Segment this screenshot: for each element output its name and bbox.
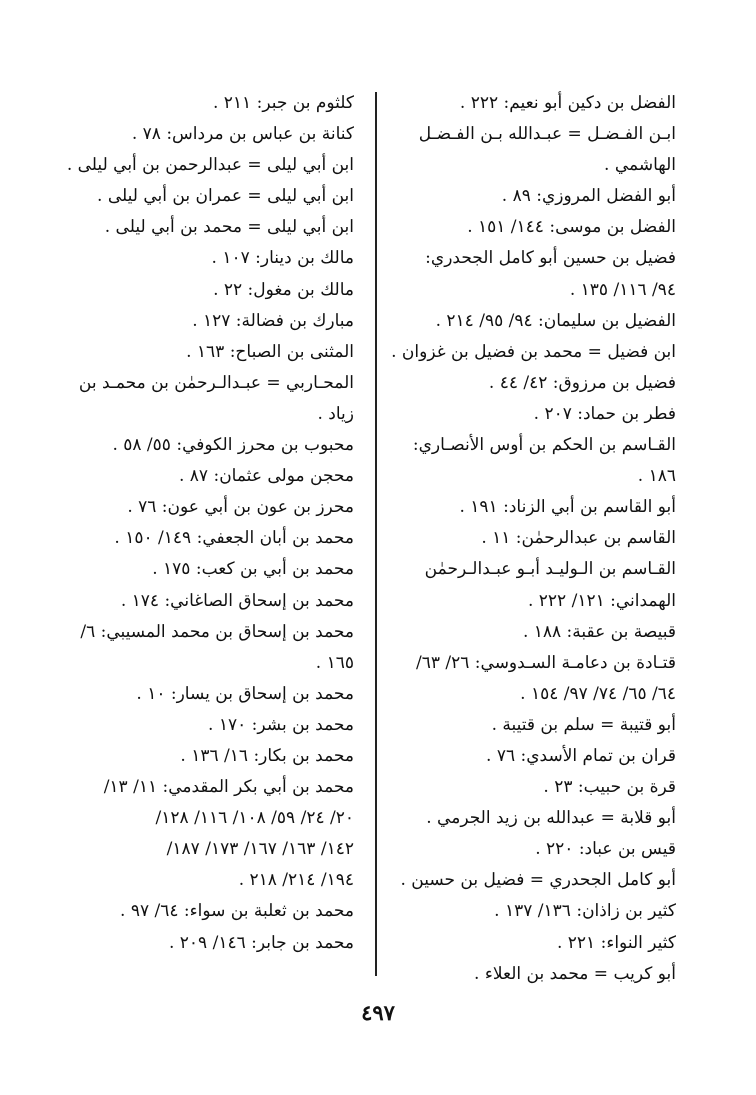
index-entry-line: محرز بن عون بن أبي عون: ٧٦ . xyxy=(127,497,354,518)
index-entry-line: فضيل بن مرزوق: ٤٢/ ٤٤ . xyxy=(488,372,676,393)
index-entry-line: ١٤٢/ ١٦٣/ ١٦٧/ ١٧٣/ ١٨٧/ xyxy=(166,839,354,860)
index-entry-line: كثير النواء: ٢٢١ . xyxy=(556,932,676,953)
index-entry-line: الهمداني: ١٢١/ ٢٢٢ . xyxy=(527,590,676,611)
index-entry-line: ١٦٥ . xyxy=(315,652,354,673)
index-entry-line: محمد بن إسحاق الصاغاني: ١٧٤ . xyxy=(120,590,354,611)
index-entry-line: قيس بن عباد: ٢٢٠ . xyxy=(535,839,676,860)
index-entry-line: قتـادة بن دعامـة السـدوسي: ٢٦/ ٦٣/ xyxy=(415,652,676,673)
index-entry-line: أبو قلابة = عبدالله بن زيد الجرمي . xyxy=(426,808,676,829)
index-entry-line: ابن أبي ليلى = عمران بن أبي ليلى . xyxy=(97,186,354,207)
index-entry-line: قران بن تمام الأسدي: ٧٦ . xyxy=(486,745,676,766)
index-entry-line: محمد بن بكار: ١٦/ ١٣٦ . xyxy=(180,745,354,766)
index-entry-line: ٢٠/ ٢٤/ ٥٩/ ١٠٨/ ١١٦/ ١٢٨/ xyxy=(155,808,354,829)
index-entry-line: الفضل بن دكين أبو نعيم: ٢٢٢ . xyxy=(459,93,676,113)
index-entry-line: قبيصة بن عقبة: ١٨٨ . xyxy=(522,621,676,642)
index-entry-line: ١٨٦ . xyxy=(637,466,676,487)
index-entry-line: أبو الفضل المروزي: ٨٩ . xyxy=(501,186,676,207)
index-entry-line: قرة بن حبيب: ٢٣ . xyxy=(543,777,676,798)
index-entry-line: ١٩٤/ ٢١٤/ ٢١٨ . xyxy=(238,870,354,891)
index-entry-line: أبو كريب = محمد بن العلاء . xyxy=(474,963,676,984)
index-entry-line: القـاسم بن الـوليـد أبـو عبـدالـرحمٰن xyxy=(424,559,676,580)
index-entry-line: كثير بن زاذان: ١٣٦/ ١٣٧ . xyxy=(494,901,676,922)
index-entry-line: محمد بن أبان الجعفي: ١٤٩/ ١٥٠ . xyxy=(114,528,354,549)
index-entry-line: محبوب بن محرز الكوفي: ٥٥/ ٥٨ . xyxy=(112,435,354,456)
left-column xyxy=(66,88,354,959)
page-number: ٤٩٧ xyxy=(361,1000,395,1025)
index-entry-line: ٩٤/ ١١٦/ ١٣٥ . xyxy=(569,279,676,300)
index-entry-line: مالك بن دينار: ١٠٧ . xyxy=(211,248,354,269)
index-entry-line: المثنى بن الصباح: ١٦٣ . xyxy=(186,341,354,362)
index-entry-line: زياد . xyxy=(317,403,354,424)
index-entry-line: أبو القاسم بن أبي الزناد: ١٩١ . xyxy=(459,497,676,518)
index-entry-line: ابن أبي ليلى = محمد بن أبي ليلى . xyxy=(104,217,354,238)
index-entry-line: كلثوم بن جبر: ٢١١ . xyxy=(212,93,354,113)
right-column xyxy=(392,88,676,990)
index-entry-line: القاسم بن عبدالرحمٰن: ١١ . xyxy=(481,528,676,549)
index-entry-line: محمد بن بشر: ١٧٠ . xyxy=(208,714,354,735)
index-entry-line: أبو قتيبة = سلم بن قتيبة . xyxy=(491,714,676,735)
index-entry-line: محمد بن ثعلبة بن سواء: ٦٤/ ٩٧ . xyxy=(120,901,354,922)
index-entry-line: المحـاربي = عبـدالـرحمٰن بن محمـد بن xyxy=(78,372,354,393)
index-entry-line: ابن فضيل = محمد بن فضيل بن غزوان . xyxy=(391,341,676,362)
index-entry-line: محمد بن إسحاق بن يسار: ١٠ . xyxy=(136,683,354,704)
index-entry-line: محمد بن إسحاق بن محمد المسيبي: ٦/ xyxy=(80,621,354,642)
index-entry-line: فطر بن حماد: ٢٠٧ . xyxy=(533,403,676,424)
index-entry-line: محمد بن أبي بن كعب: ١٧٥ . xyxy=(152,559,354,580)
index-entry-line: الفضيل بن سليمان: ٩٤/ ٩٥/ ٢١٤ . xyxy=(435,310,676,331)
column-divider xyxy=(375,92,377,976)
index-entry-line: فضيل بن حسين أبو كامل الجحدري: xyxy=(425,248,676,269)
index-entry-line: كنانة بن عباس بن مرداس: ٧٨ . xyxy=(131,124,354,145)
index-entry-line: محجن مولى عثمان: ٨٧ . xyxy=(178,466,354,487)
index-entry-line: القـاسم بن الحكم بن أوس الأنصـاري: xyxy=(412,435,676,456)
index-entry-line: محمد بن جابر: ١٤٦/ ٢٠٩ . xyxy=(168,932,354,953)
index-entry-line: مبارك بن فضالة: ١٢٧ . xyxy=(192,310,354,331)
index-entry-line: ابن أبي ليلى = عبدالرحمن بن أبي ليلى . xyxy=(66,155,354,176)
index-entry-line: ٦٤/ ٦٥/ ٧٤/ ٩٧/ ١٥٤ . xyxy=(520,683,676,704)
index-entry-line: محمد بن أبي بكر المقدمي: ١١/ ١٣/ xyxy=(103,777,354,798)
index-entry-line: أبو كامل الجحدري = فضيل بن حسين . xyxy=(400,870,676,891)
index-entry-line: مالك بن مغول: ٢٢ . xyxy=(213,279,354,300)
index-entry-line: الهاشمي . xyxy=(604,155,676,176)
index-entry-line: الفضل بن موسى: ١٤٤/ ١٥١ . xyxy=(467,217,676,238)
index-entry-line: ابـن الفـضـل = عبـدالله بـن الفـضـل xyxy=(418,124,676,145)
